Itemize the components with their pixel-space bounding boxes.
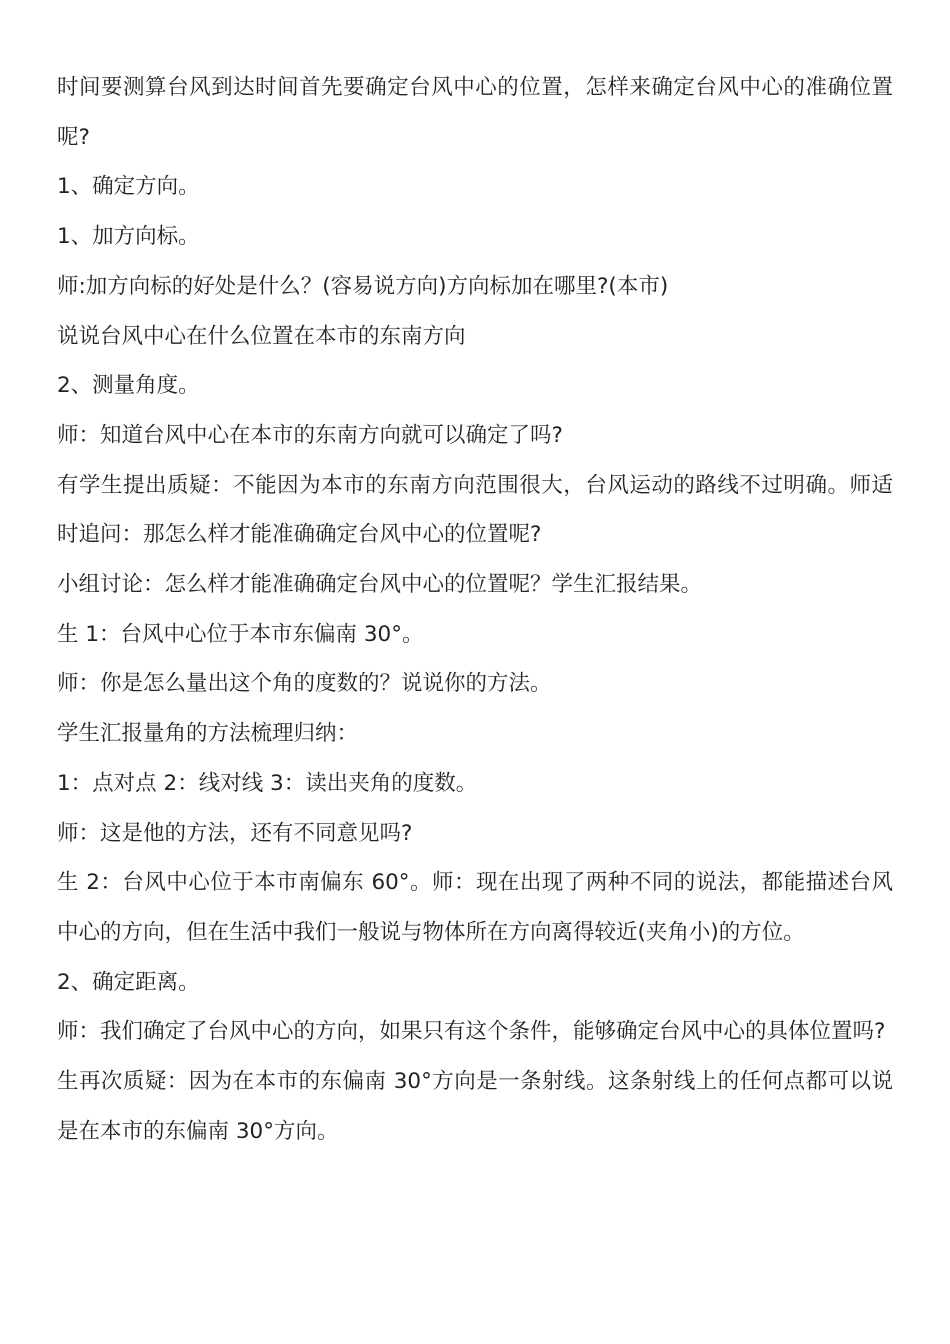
paragraph-17: 师：我们确定了台风中心的方向，如果只有这个条件，能够确定台风中心的具体位置吗? [57,1019,886,1045]
paragraph-7: 师：知道台风中心在本市的东南方向就可以确定了吗? [57,422,563,448]
paragraph-14: 师：这是他的方法，还有不同意见吗? [57,820,413,846]
paragraph-5: 说说台风中心在什么位置在本市的东南方向 [57,323,466,349]
paragraph-13: 1：点对点 2：线对线 3：读出夹角的度数。 [57,770,478,796]
paragraph-9: 小组讨论：怎么样才能准确确定台风中心的位置呢？学生汇报结果。 [57,572,703,598]
paragraph-4: 师:加方向标的好处是什么？(容易说方向)方向标加在哪里?(本市) [57,273,669,299]
paragraph-15: 生 2：台风中心位于本市南偏东 60°。师：现在出现了两种不同的说法，都能描述台风中心的方向，但在生活中我们一般说与物体所在方向离得较近(夹角小)的方位。 [57,870,893,945]
paragraph-1: 时间要测算台风到达时间首先要确定台风中心的位置，怎样来确定台风中心的准确位置呢? [57,75,893,150]
paragraph-2: 1、确定方向。 [57,174,200,200]
paragraph-6: 2、测量角度。 [57,373,200,399]
document-body [57,63,893,1156]
paragraph-12: 学生汇报量角的方法梳理归纳： [57,721,359,747]
paragraph-18: 生再次质疑：因为在本市的东偏南 30°方向是一条射线。这条射线上的任何点都可以说是在本市的东偏南 30°方向。 [57,1069,893,1144]
paragraph-8: 有学生提出质疑：不能因为本市的东南方向范围很大，台风运动的路线不过明确。师适时追问：那怎么样才能准确确定台风中心的位置呢? [57,472,893,548]
paragraph-11: 师：你是怎么量出这个角的度数的？说说你的方法。 [57,671,552,697]
paragraph-16: 2、确定距离。 [57,969,200,995]
paragraph-10: 生 1：台风中心位于本市东偏南 30°。 [57,621,424,647]
paragraph-3: 1、加方向标。 [57,224,200,250]
